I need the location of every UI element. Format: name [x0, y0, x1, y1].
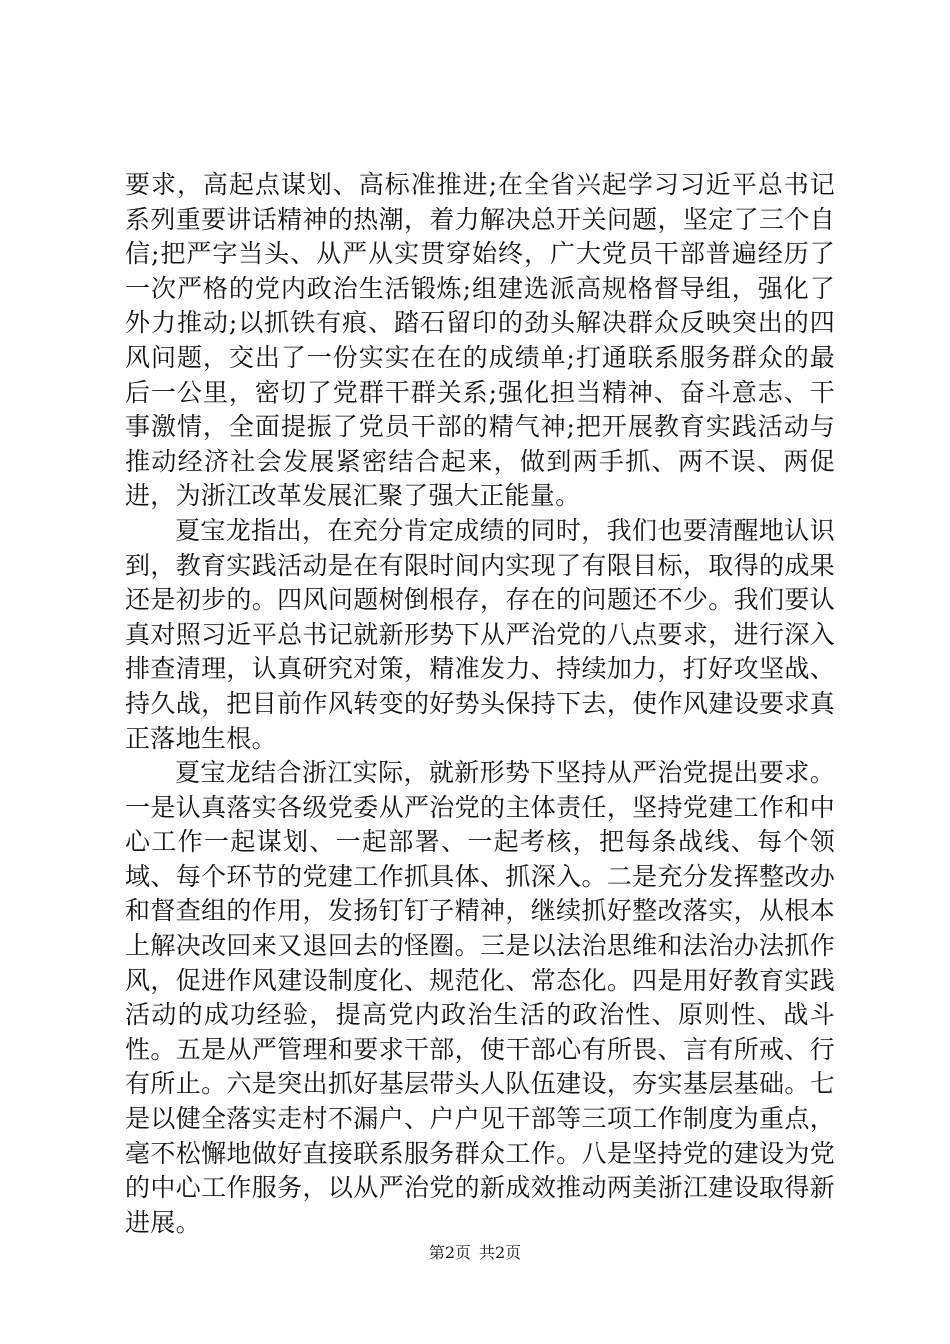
paragraph-2: 夏宝龙指出，在充分肯定成绩的同时，我们也要清醒地认识到，教育实践活动是在有限时间内实现了有限目标，取得的成果还是初步的。四风问题树倒根存，存在的问题还不少。我们要认真对照习近平总书记就新形势下从严治党的八点要求，进行深入排查清理，认真研究对策，精准发力、持续加力，打好攻坚战、持久战，把目前作风转变的好势头保持下去，使作风建设要求真正落地生根。 — [125, 515, 835, 753]
paragraph-3: 夏宝龙结合浙江实际，就新形势下坚持从严治党提出要求。一是认真落实各级党委从严治党的主体责任，坚持党建工作和中心工作一起谋划、一起部署、一起考核，把每条战线、每个领域、每个环节的党建工作抓具体、抓深入。二是充分发挥整改办和督查组的作用，发扬钉钉子精神，继续抓好整改落实，从根本上解决改回来又退回去的怪圈。三是以法治思维和法治办法抓作风，促进作风建设制度化、规范化、常态化。四是用好教育实践活动的成功经验，提高党内政治生活的政治性、原则性、战斗性。五是从严管理和要求干部，使干部心有所畏、言有所戒、行有所止。六是突出抓好基层带头人队伍建设，夯实基层基础。七是以健全落实走村不漏户、户户见干部等三项工作制度为重点，毫不松懈地做好直接联系服务群众工作。八是坚持党的建设为党的中心工作服务，以从严治党的新成效推动两美浙江建设取得新进展。 — [125, 758, 835, 1237]
page-total: 共2页 — [479, 1243, 522, 1262]
page-number: 第2页 — [428, 1243, 471, 1262]
paragraph-1: 要求，高起点谋划、高标准推进;在全省兴起学习习近平总书记系列重要讲话精神的热潮，着力解决总开关问题，坚定了三个自信;把严字当头、从严从实贯穿始终，广大党员干部普遍经历了一次严格的党内政治生活锻炼;组建选派高规格督导组，强化了外力推动;以抓铁有痕、踏石留印的劲头解决群众反映突出的四风问题，交出了一份实实在在的成绩单;打通联系服务群众的最后一公里，密切了党群干群关系;强化担当精神、奋斗意志、干事激情，全面提振了党员干部的精气神;把开展教育实践活动与推动经济社会发展紧密结合起来，做到两手抓、两不误、两促进，为浙江改革发展汇聚了强大正能量。 — [125, 170, 835, 511]
page-footer — [0, 1243, 950, 1263]
document-body — [125, 168, 835, 1240]
